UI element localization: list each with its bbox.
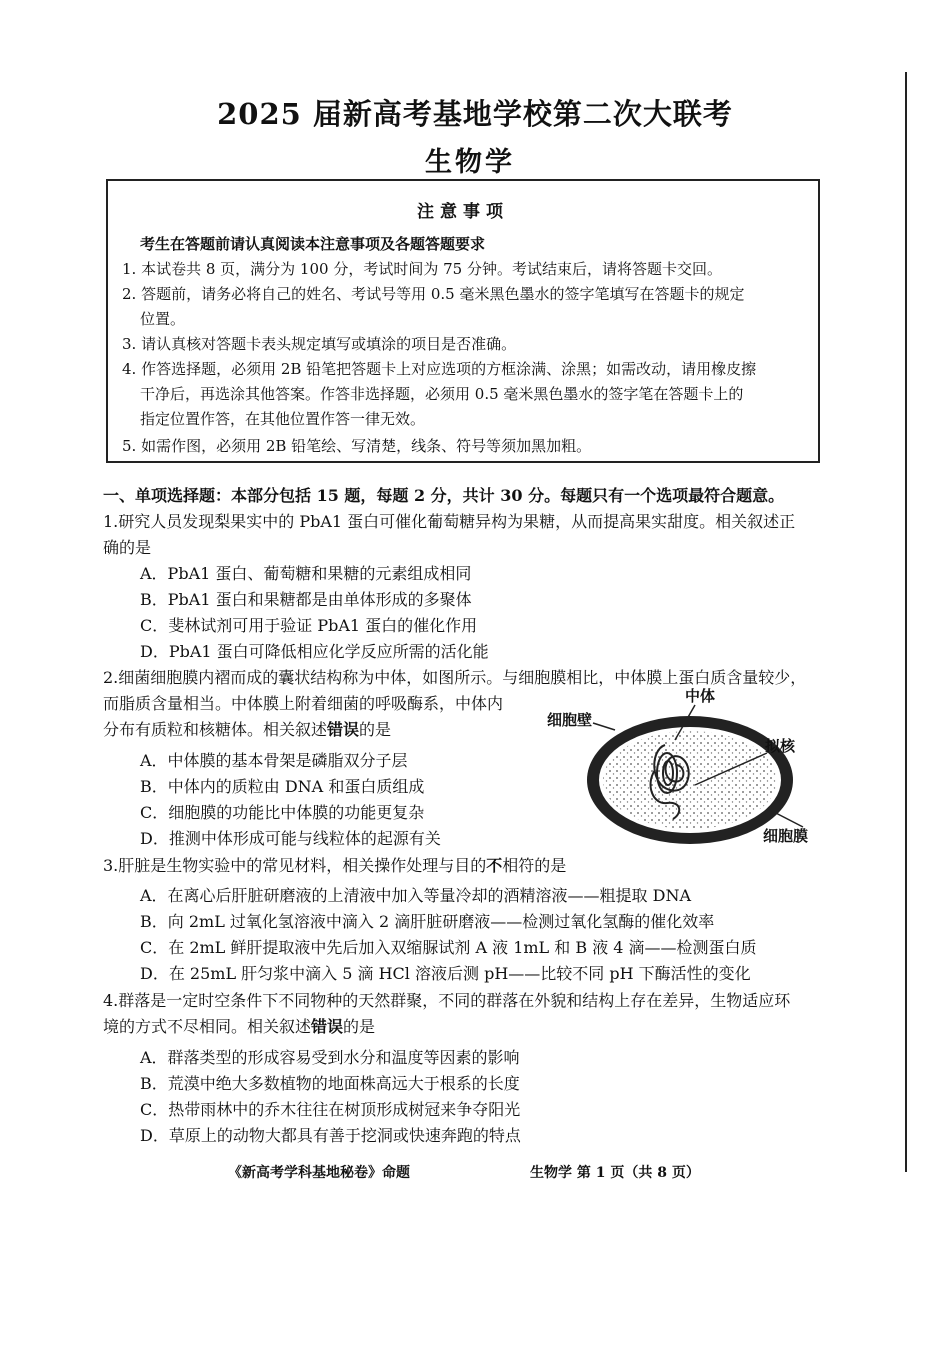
- q3-stem: [103, 853, 566, 876]
- q4-option-b: B．荒漠中绝大多数植物的地面株高远大于根系的长度: [140, 1074, 520, 1093]
- q2-stem-line1: 2.细菌细胞膜内褶而成的囊状结构称为中体，如图所示。与细胞膜相比，中体膜上蛋白质含量较少，: [103, 668, 807, 687]
- q1-option-d: D．PbA1 蛋白可降低相应化学反应所需的活化能: [140, 642, 489, 661]
- notice-box: [106, 179, 820, 463]
- q1-option-a: A．PbA1 蛋白、葡萄糖和果糖的元素组成相同: [140, 564, 472, 583]
- q2-option-a: A．中体膜的基本骨架是磷脂双分子层: [140, 751, 408, 770]
- page-edge-line: [905, 72, 907, 1172]
- label-mesosome: 中体: [685, 687, 716, 705]
- label-cell-membrane: 细胞膜: [763, 827, 809, 845]
- section-heading: 一、单项选择题：本部分包括 15 题，每题 2 分，共计 30 分。每题只有一个选项最符合题意。: [103, 486, 785, 505]
- notice-line-2: 2. 答题前，请务必将自己的姓名、考试号等用 0.5 毫米黑色墨水的签字笔填写在答题卡的规定: [122, 285, 745, 303]
- notice-line-4-cont1: 干净后，再选涂其他答案。作答非选择题，必须用 0.5 毫米黑色墨水的签字笔在答题卡上的: [140, 385, 744, 403]
- notice-intro: 考生在答题前请认真阅读本注意事项及各题答题要求: [140, 235, 486, 253]
- notice-line-2-cont: 位置。: [140, 310, 186, 328]
- q4-stem-line1: 4.群落是一定时空条件下不同物种的天然群聚，不同的群落在外貌和结构上存在差异，生物适应环: [103, 991, 791, 1010]
- q4-option-c: C．热带雨林中的乔木往往在树顶形成树冠来争夺阳光: [140, 1100, 521, 1119]
- label-nucleoid: 拟核: [765, 737, 796, 755]
- q3-stem-end: 相符的是: [502, 856, 567, 875]
- q3-emphasis-word: 不: [486, 856, 503, 875]
- notice-heading: 注意事项: [417, 202, 509, 222]
- q2-option-d: D．推测中体形成可能与线粒体的起源有关: [140, 829, 441, 848]
- footer-page-number: 生物学 第 1 页（共 8 页）: [530, 1165, 700, 1181]
- q1-option-b: B．PbA1 蛋白和果糖都是由单体形成的多聚体: [140, 590, 472, 609]
- cytoplasm-shape: [603, 731, 777, 829]
- q2-stem-line3: [103, 717, 391, 740]
- notice-line-4-cont2: 指定位置作答，在其他位置作答一律无效。: [140, 410, 426, 428]
- notice-line-1: 1. 本试卷共 8 页，满分为 100 分，考试时间为 75 分钟。考试结束后，请将答题卡交回。: [122, 260, 722, 278]
- q2-option-b: B．中体内的质粒由 DNA 和蛋白质组成: [140, 777, 425, 796]
- exam-title: 2025 届新高考基地学校第二次大联考: [217, 97, 733, 131]
- q3-option-d: D．在 25mL 肝匀浆中滴入 5 滴 HCl 溶液后测 pH——比较不同 pH 下酶活性的变化: [140, 964, 751, 983]
- q2-stem-line2: 而脂质含量相当。中体膜上附着细菌的呼吸酶系，中体内: [103, 694, 504, 713]
- q4-stem-line2: [103, 1014, 375, 1037]
- q3-option-a: A．在离心后肝脏研磨液的上清液中加入等量冷却的酒精溶液——粗提取 DNA: [140, 886, 692, 905]
- q3-option-c: C．在 2mL 鲜肝提取液中先后加入双缩脲试剂 A 液 1mL 和 B 液 4 滴——检测蛋白质: [140, 938, 757, 957]
- q1-stem-line2: 确的是: [103, 538, 152, 557]
- q1-option-c: C．斐林试剂可用于验证 PbA1 蛋白的催化作用: [140, 616, 478, 635]
- subject-title: 生物学: [425, 147, 515, 178]
- q4-stem-end: 的是: [343, 1017, 376, 1036]
- q3-option-b: B．向 2mL 过氧化氢溶液中滴入 2 滴肝脏研磨液——检测过氧化氢酶的催化效率: [140, 912, 715, 931]
- q4-stem-text: 境的方式不尽相同。相关叙述: [103, 1017, 312, 1036]
- bacteria-diagram: [545, 685, 845, 855]
- q2-stem-text: 分布有质粒和核糖体。相关叙述: [103, 720, 328, 739]
- footer-source: 《新高考学科基地秘卷》命题: [228, 1165, 410, 1181]
- q2-stem-end: 的是: [359, 720, 392, 739]
- label-cell-wall: 细胞壁: [547, 711, 593, 729]
- notice-line-4: 4. 作答选择题，必须用 2B 铅笔把答题卡上对应选项的方框涂满、涂黑；如需改动，请用橡皮擦: [122, 360, 757, 378]
- notice-line-5: 5. 如需作图，必须用 2B 铅笔绘、写清楚，线条、符号等须加黑加粗。: [122, 437, 592, 455]
- q3-stem-text: 3.肝脏是生物实验中的常见材料，相关操作处理与目的: [103, 856, 487, 875]
- q4-option-d: D．草原上的动物大都具有善于挖洞或快速奔跑的特点: [140, 1126, 521, 1145]
- q1-stem-line1: 1.研究人员发现梨果实中的 PbA1 蛋白可催化葡萄糖异构为果糖，从而提高果实甜度。相关叙述正: [103, 512, 796, 531]
- q2-option-c: C．细胞膜的功能比中体膜的功能更复杂: [140, 803, 425, 822]
- q4-option-a: A．群落类型的形成容易受到水分和温度等因素的影响: [140, 1048, 520, 1067]
- q4-emphasis-word: 错误: [311, 1017, 344, 1036]
- q2-emphasis-word: 错误: [327, 720, 360, 739]
- notice-line-3: 3. 请认真核对答题卡表头规定填写或填涂的项目是否准确。: [122, 335, 517, 353]
